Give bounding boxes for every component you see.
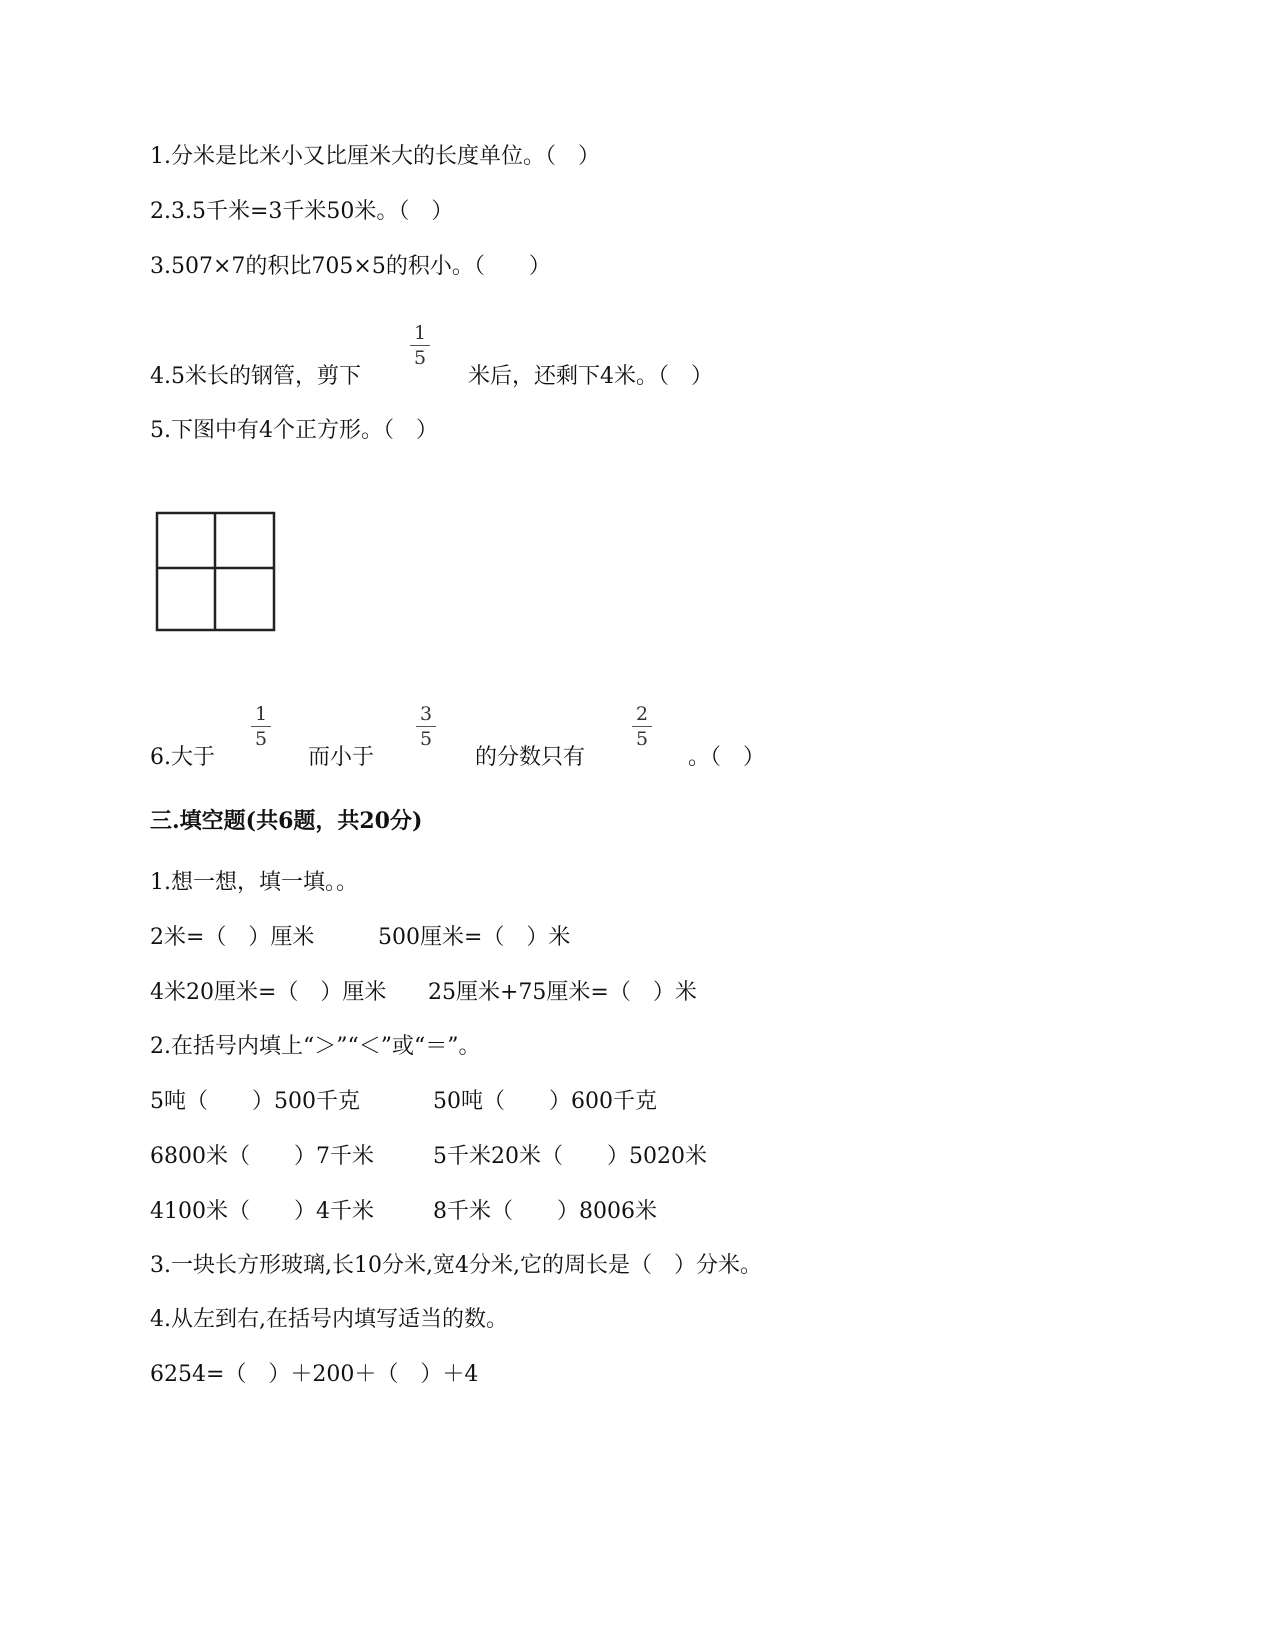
fraction-bar xyxy=(416,726,436,727)
fill-q2-item-d: 5千米20米（ ）5020米 xyxy=(433,1144,707,1169)
fill-q2-item-f: 8千米（ ）8006米 xyxy=(433,1199,657,1224)
fill-q1-item-c: 4米20厘米=（ ）厘米 xyxy=(150,980,387,1005)
fill-q2-item-b: 50吨（ ）600千克 xyxy=(433,1089,657,1114)
question-1: 1.分米是比米小又比厘米大的长度单位。（ ） xyxy=(150,144,600,169)
fraction-numerator: 2 xyxy=(635,703,649,725)
fraction-denominator: 5 xyxy=(635,728,649,750)
fraction-numerator: 3 xyxy=(419,703,433,725)
question-4-fraction xyxy=(407,322,433,369)
fraction-bar xyxy=(251,726,271,727)
fraction-bar xyxy=(410,345,430,346)
question-6-part-1: 6.大于 xyxy=(150,745,215,770)
fraction-denominator: 5 xyxy=(413,347,427,369)
fill-question-3: 3.一块长方形玻璃,长10分米,宽4分米,它的周长是（ ）分米。 xyxy=(150,1253,762,1278)
question-6-part-3: 的分数只有 xyxy=(475,745,586,770)
fill-q2-item-c: 6800米（ ）7千米 xyxy=(150,1144,374,1169)
fill-q2-item-e: 4100米（ ）4千米 xyxy=(150,1199,374,1224)
fill-q1-item-d: 25厘米+75厘米=（ ）米 xyxy=(428,980,697,1005)
section-heading: 三.填空题(共6题，共20分) xyxy=(150,808,423,834)
question-6-fraction-3 xyxy=(629,703,655,750)
fill-q1-item-b: 500厘米=（ ）米 xyxy=(378,925,571,950)
question-6-part-2: 而小于 xyxy=(308,745,375,770)
fill-q1-item-a: 2米=（ ）厘米 xyxy=(150,925,315,950)
fill-question-4: 4.从左到右,在括号内填写适当的数。 xyxy=(150,1307,508,1332)
question-4-before: 4.5米长的钢管，剪下 xyxy=(150,364,361,389)
fill-q2-item-a: 5吨（ ）500千克 xyxy=(150,1089,360,1114)
question-5: 5.下图中有4个正方形。（ ） xyxy=(150,418,438,443)
question-2: 2.3.5千米=3千米50米。（ ） xyxy=(150,199,454,224)
question-6-fraction-1 xyxy=(248,703,274,750)
fill-question-1: 1.想一想，填一填。。 xyxy=(150,870,358,895)
fraction-denominator: 5 xyxy=(254,728,268,750)
fraction-bar xyxy=(632,726,652,727)
question-4-after: 米后，还剩下4米。（ ） xyxy=(468,364,713,389)
question-6-part-4: 。（ ） xyxy=(688,745,766,770)
question-6-fraction-2 xyxy=(413,703,439,750)
square-grid-figure xyxy=(152,505,282,635)
fraction-numerator: 1 xyxy=(413,322,427,344)
fraction-denominator: 5 xyxy=(419,728,433,750)
fraction-numerator: 1 xyxy=(254,703,268,725)
fill-question-2: 2.在括号内填上“＞”“＜”或“＝”。 xyxy=(150,1034,481,1059)
question-3: 3.507×7的积比705×5的积小。（ ） xyxy=(150,254,551,279)
fill-q4-equation: 6254=（ ）＋200＋（ ）＋4 xyxy=(150,1362,479,1387)
